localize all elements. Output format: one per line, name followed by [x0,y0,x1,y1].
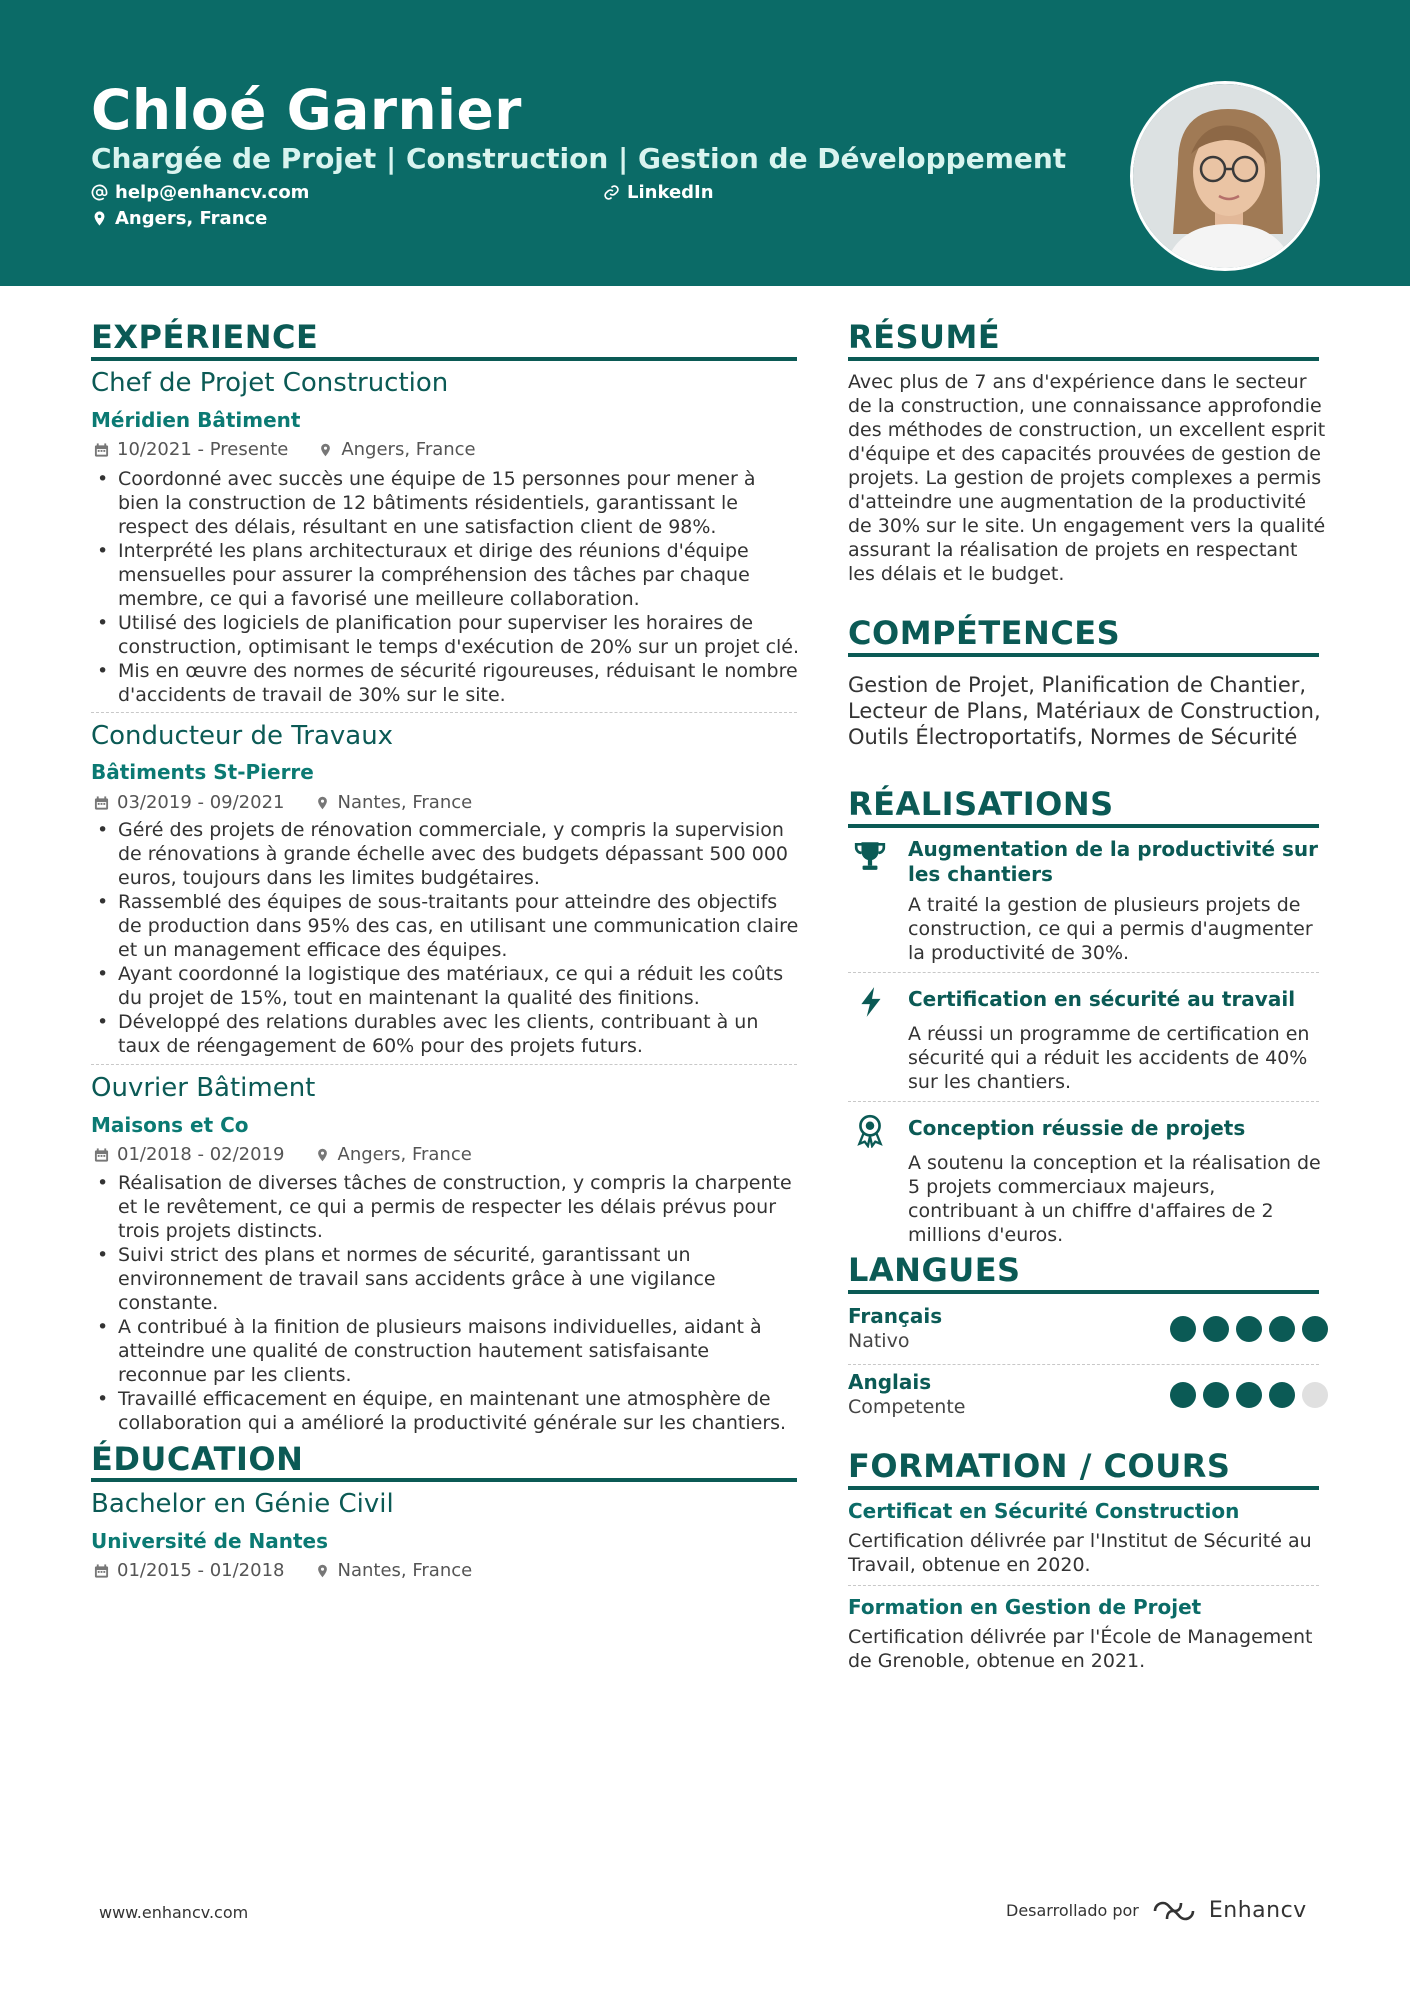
job-title: Conducteur de Travaux [91,721,394,751]
location-pin-icon [315,1563,330,1579]
languages-section-title: LANGUES [848,1251,1021,1289]
job-title: Ouvrier Bâtiment [91,1073,316,1103]
calendar-icon [94,1563,109,1579]
divider [848,1364,1319,1365]
company-name: Maisons et Co [91,1113,249,1137]
job-location: Angers, France [341,439,476,460]
job-dates: 03/2019 - 09/2021 [117,792,285,813]
lightning-icon [855,984,889,1020]
divider [91,712,797,713]
courses-section-title: FORMATION / COURS [848,1447,1231,1485]
rating-dot-filled [1269,1382,1295,1408]
location-pin-icon [315,1147,330,1163]
education-meta [94,1560,472,1581]
job-meta [94,439,476,460]
rating-dot-filled [1203,1316,1229,1342]
language-name: Anglais [848,1370,932,1394]
location-pin-icon [315,795,330,811]
enhancv-logo-icon [1151,1899,1197,1923]
company-name: Bâtiments St-Pierre [91,760,314,784]
rating-dot-filled [1302,1316,1328,1342]
school-name: Université de Nantes [91,1529,328,1553]
achievements-rule [848,824,1319,828]
summary-section-title: RÉSUMÉ [848,318,1001,356]
language-level: Competente [848,1396,966,1418]
achievement-title: Certification en sécurité au travail [908,987,1296,1011]
skills-rule [848,653,1319,657]
languages-rule [848,1290,1319,1294]
email-contact[interactable] [91,182,309,203]
rating-dot-filled [1236,1316,1262,1342]
link-icon [603,184,620,201]
calendar-icon [94,795,109,811]
headline: Chargée de Projet | Construction | Gestion de Développement [91,142,1067,175]
brand-name: Enhancv [1208,1898,1307,1923]
profile-photo [1130,81,1320,271]
language-rating [1170,1382,1328,1408]
at-icon [91,184,108,201]
footer-website[interactable]: www.enhancv.com [99,1903,249,1922]
rating-dot-filled [1236,1382,1262,1408]
divider [848,1101,1319,1102]
language-level: Nativo [848,1330,910,1352]
achievement-text: A réussi un programme de certification en sécurité qui a réduit les accidents de 40% sur les chantiers. [908,1023,1310,1093]
job-dates: 10/2021 - Presente [117,439,289,460]
achievement-text: A traité la gestion de plusieurs projets de construction, ce qui a permis d'augmenter la productivité de 30%. [908,894,1313,964]
skills-text: Gestion de Projet, Planification de Chantier, Lecteur de Plans, Matériaux de Construction, Outils Électroportatifs, Normes de Sécurité [848,673,1321,749]
rating-dot-filled [1170,1316,1196,1342]
language-name: Français [848,1304,943,1328]
award-ribbon-icon [853,1112,887,1148]
divider [91,1064,797,1065]
job-bullets [91,818,801,1058]
rating-dot-filled [1170,1382,1196,1408]
summary-rule [848,357,1319,361]
job-meta [94,792,472,813]
company-name: Méridien Bâtiment [91,408,301,432]
skills-section-title: COMPÉTENCES [848,614,1121,652]
linkedin-text: LinkedIn [627,182,714,203]
course-title: Certificat en Sécurité Construction [848,1499,1240,1523]
bullet-item: • Suivi strict des plans et normes de sécurité, garantissant un environnement de travail sans accidents grâce à une vigilance constante. [91,1243,801,1315]
rating-dot-filled [1203,1382,1229,1408]
degree-title: Bachelor en Génie Civil [91,1489,394,1519]
job-dates: 01/2018 - 02/2019 [117,1144,285,1165]
calendar-icon [94,442,109,458]
header-banner [0,0,1410,286]
experience-section-title: EXPÉRIENCE [91,318,319,356]
bullet-item: • Réalisation de diverses tâches de construction, y compris la charpente et le revêtement, ce qui a permis de respecter les délais prévus pour trois projets distincts. [91,1171,801,1243]
bullet-item: • Utilisé des logiciels de planification pour superviser les horaires de construction, optimisant le temps d'exécution de 20% sur un projet clé. [91,611,801,659]
job-bullets [91,467,801,707]
education-section-title: ÉDUCATION [91,1440,304,1478]
bullet-item: • Rassemblé des équipes de sous-traitants pour atteindre des objectifs de production dans 95% des cas, en utilisant une communication claire et un management efficace des équipes. [91,890,801,962]
calendar-icon [94,1147,109,1163]
bullet-item: • Coordonné avec succès une équipe de 15 personnes pour mener à bien la construction de 12 bâtiments résidentiels, garantissant le respect des délais, résultant en une satisfaction client de 98%. [91,467,801,539]
job-location: Nantes, France [337,792,473,813]
divider [848,1585,1319,1586]
divider [848,972,1319,973]
candidate-name: Chloé Garnier [91,78,522,142]
location-pin-icon [318,442,333,458]
bullet-item: • A contribué à la finition de plusieurs maisons individuelles, aidant à atteindre une qualité de construction hautement satisfaisante reconnue par les clients. [91,1315,801,1387]
course-text: Certification délivrée par l'Institut de Sécurité au Travail, obtenue en 2020. [848,1530,1312,1576]
bullet-item: • Développé des relations durables avec les clients, contribuant à un taux de réengagement de 60% pour des projets futurs. [91,1010,801,1058]
language-rating [1170,1316,1328,1342]
achievements-section-title: RÉALISATIONS [848,785,1114,823]
courses-rule [848,1486,1319,1490]
location-pin-icon [91,210,108,227]
footer-branding [1006,1898,1307,1923]
job-title: Chef de Projet Construction [91,368,449,398]
job-bullets [91,1171,801,1435]
education-dates: 01/2015 - 01/2018 [117,1560,285,1581]
education-location: Nantes, France [337,1560,473,1581]
bullet-item: • Mis en œuvre des normes de sécurité rigoureuses, réduisant le nombre d'accidents de travail de 30% sur le site. [91,659,801,707]
course-text: Certification délivrée par l'École de Management de Grenoble, obtenue en 2021. [848,1626,1313,1672]
course-title: Formation en Gestion de Projet [848,1595,1202,1619]
rating-dot-filled [1269,1316,1295,1342]
email-text: help@enhancv.com [115,182,310,203]
rating-dot-empty [1302,1382,1328,1408]
bullet-item: • Interprété les plans architecturaux et dirige des réunions d'équipe mensuelles pour assurer la compréhension des tâches par chaque membre, ce qui a favorisé une meilleure collaboration. [91,539,801,611]
achievement-text: A soutenu la conception et la réalisation de 5 projets commerciaux majeurs, contribuant à un chiffre d'affaires de 2 millions d'euros. [908,1152,1321,1246]
summary-text: Avec plus de 7 ans d'expérience dans le secteur de la construction, une connaissance approfondie des méthodes de construction, un excellent esprit d'équipe et des capacités prouvées de gestion de projets. La gestion de projets complexes a permis d'atteindre une augmentation de la productivité de 30% sur le site. Un engagement vers la qualité assurant la réalisation de projets en respectant les délais et le budget. [848,371,1326,585]
powered-by-text: Desarrollado por [1006,1901,1139,1920]
trophy-icon [853,838,887,874]
achievement-title: Conception réussie de projets [908,1116,1246,1140]
bullet-item: • Ayant coordonné la logistique des matériaux, ce qui a réduit les coûts du projet de 15%, tout en maintenant la qualité des finitions. [91,962,801,1010]
education-rule [91,1478,797,1482]
bullet-item: • Géré des projets de rénovation commerciale, y compris la supervision de rénovations à grande échelle avec des budgets dépassant 500 000 euros, toujours dans les limites budgétaires. [91,818,801,890]
achievement-title: Augmentation de la productivité sur les chantiers [908,837,1318,886]
location-text: Angers, France [115,208,268,229]
job-location: Angers, France [337,1144,472,1165]
linkedin-link[interactable] [603,182,714,203]
experience-rule [91,357,797,361]
bullet-item: • Travaillé efficacement en équipe, en maintenant une atmosphère de collaboration qui a amélioré la productivité générale sur les chantiers. [91,1387,801,1435]
job-meta [94,1144,472,1165]
location-contact [91,208,267,229]
